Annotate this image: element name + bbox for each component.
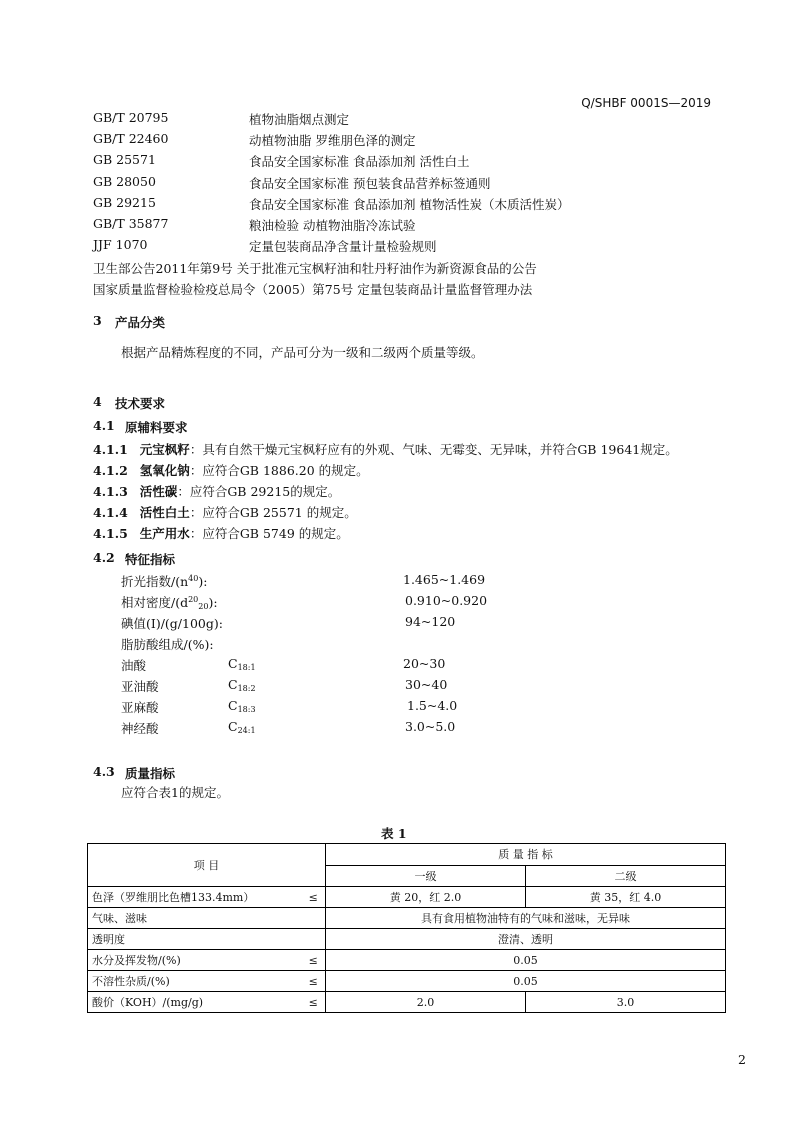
clause-number: 4.1.5 xyxy=(93,526,128,541)
row-merged-value: 澄清、透明 xyxy=(326,929,726,950)
clause-number: 4.1.1 xyxy=(93,442,128,457)
row-merged-value: 0.05 xyxy=(326,950,726,971)
relative-density-label: 相对密度$/(d^{20}_{20})$: xyxy=(121,595,218,611)
acid-name: 神经酸 xyxy=(121,721,159,736)
quality-header: 质 量 指 标 xyxy=(326,844,726,866)
clause-4-1-2 xyxy=(93,461,369,479)
acid-value: 1.5~4.0 xyxy=(407,698,458,713)
notice-line: 卫生部公告2011年第9号 关于批准元宝枫籽油和牡丹籽油作为新资源食品的公告 xyxy=(93,261,537,276)
clause-number: 4.1.4 xyxy=(93,505,128,520)
standard-code: GB/T 22460 xyxy=(93,131,169,146)
row-grade-2: 3.0 xyxy=(526,992,726,1013)
table-row xyxy=(88,929,726,950)
row-merged-value: 0.05 xyxy=(326,971,726,992)
clause-number: 4.1.3 xyxy=(93,484,128,499)
clause-text: ：具有自然干燥元宝枫籽应有的外观、气味、无霉变、无异味，并符合GB 19641规定。 xyxy=(189,442,678,457)
acid-name: 油酸 xyxy=(121,658,147,673)
section-4-3-title: 质量指标 xyxy=(125,766,176,781)
standard-title: 食品安全国家标准 预包装食品营养标签通则 xyxy=(249,176,491,191)
row-limit-symbol: ≤ xyxy=(302,950,326,971)
quality-table xyxy=(87,843,726,1013)
clause-text: ：应符合GB 1886.20 的规定。 xyxy=(189,463,369,478)
standard-title: 食品安全国家标准 食品添加剂 活性白土 xyxy=(249,154,470,169)
table-caption: 表 1 xyxy=(381,826,407,841)
section-4-3-text: 应符合表1的规定。 xyxy=(121,785,229,800)
row-item: 水分及挥发物/(%) xyxy=(88,950,302,971)
notice-line: 国家质量监督检验检疫总局令（2005）第75号 定量包装商品计量监督管理办法 xyxy=(93,282,533,297)
standard-title: 植物油脂烟点测定 xyxy=(249,112,350,127)
table-row xyxy=(88,971,726,992)
row-limit-symbol: ≤ xyxy=(302,971,326,992)
grade-1-header: 一级 xyxy=(326,865,526,887)
section-4-title: 技术要求 xyxy=(115,396,166,411)
row-item: 透明度 xyxy=(88,929,326,950)
iodine-value-label: 碘值(I)/(g/100g): xyxy=(121,616,223,631)
acid-value: 20~30 xyxy=(403,656,446,671)
standard-code: GB/T 20795 xyxy=(93,110,169,125)
clause-4-1-5 xyxy=(93,524,349,542)
row-limit-symbol: ≤ xyxy=(302,887,326,908)
row-grade-1: 2.0 xyxy=(326,992,526,1013)
fatty-acid-label: 脂肪酸组成/(%): xyxy=(121,637,214,652)
clause-4-1-1 xyxy=(93,440,678,458)
standard-title: 食品安全国家标准 食品添加剂 植物活性炭（木质活性炭） xyxy=(249,197,570,212)
row-limit-symbol: ≤ xyxy=(302,992,326,1013)
clause-term: 元宝枫籽 xyxy=(139,442,190,457)
section-4-2-number: 4.2 xyxy=(93,550,115,565)
clause-text: ：应符合GB 25571 的规定。 xyxy=(189,505,357,520)
acid-formula: $C_{18:3}$ xyxy=(228,698,256,714)
clause-term: 生产用水 xyxy=(139,526,190,541)
clause-number: 4.1.2 xyxy=(93,463,128,478)
refractive-index-label: 折光指数$/(n^{40})$: xyxy=(121,574,208,589)
section-4-number: 4 xyxy=(93,394,102,409)
clause-term: 活性白土 xyxy=(139,505,190,520)
grade-2-header: 二级 xyxy=(526,865,726,887)
clause-text: ：应符合GB 5749 的规定。 xyxy=(189,526,349,541)
document-code: Q/SHBF 0001S—2019 xyxy=(581,96,711,110)
acid-value: 30~40 xyxy=(405,677,448,692)
table-row xyxy=(88,950,726,971)
standard-title: 粮油检验 动植物油脂冷冻试验 xyxy=(249,218,416,233)
standard-code: GB 29215 xyxy=(93,195,156,210)
row-grade-2: 黄 35，红 4.0 xyxy=(526,887,726,908)
table-header-row xyxy=(88,844,726,866)
table-row xyxy=(88,992,726,1013)
section-3-number: 3 xyxy=(93,313,102,328)
standard-title: 动植物油脂 罗维朋色泽的测定 xyxy=(249,133,416,148)
clause-term: 活性碳 xyxy=(139,484,178,499)
standard-title: 定量包装商品净含量计量检验规则 xyxy=(249,239,437,254)
acid-formula: $C_{18:1}$ xyxy=(228,656,256,672)
table-row xyxy=(88,908,726,929)
section-3-text: 根据产品精炼程度的不同，产品可分为一级和二级两个质量等级。 xyxy=(121,345,484,360)
standard-code: GB/T 35877 xyxy=(93,216,169,231)
clause-4-1-3 xyxy=(93,482,340,500)
section-4-2-title: 特征指标 xyxy=(125,552,176,567)
section-4-3-number: 4.3 xyxy=(93,764,115,779)
row-item: 色泽（罗维朋比色槽133.4mm） xyxy=(88,887,302,908)
row-item: 酸价（KOH）/(mg/g) xyxy=(88,992,302,1013)
refractive-index-value: 1.465~1.469 xyxy=(403,572,486,587)
row-merged-value: 具有食用植物油特有的气味和滋味，无异味 xyxy=(326,908,726,929)
acid-name: 亚油酸 xyxy=(121,679,159,694)
page-number: 2 xyxy=(738,1052,746,1067)
section-4-1-number: 4.1 xyxy=(93,418,115,433)
relative-density-value: 0.910~0.920 xyxy=(405,593,488,608)
acid-value: 3.0~5.0 xyxy=(405,719,456,734)
row-grade-1: 黄 20，红 2.0 xyxy=(326,887,526,908)
section-4-1-title: 原辅料要求 xyxy=(125,420,188,435)
clause-term: 氢氧化钠 xyxy=(139,463,190,478)
standard-code: GB 28050 xyxy=(93,174,156,189)
clause-text: ：应符合GB 29215的规定。 xyxy=(177,484,341,499)
clause-4-1-4 xyxy=(93,503,357,521)
item-header: 项 目 xyxy=(88,844,326,887)
standard-code: GB 25571 xyxy=(93,152,156,167)
acid-name: 亚麻酸 xyxy=(121,700,159,715)
iodine-value-value: 94~120 xyxy=(405,614,456,629)
standard-code: JJF 1070 xyxy=(93,237,148,252)
table-row xyxy=(88,887,726,908)
row-item: 气味、滋味 xyxy=(88,908,326,929)
row-item: 不溶性杂质/(%) xyxy=(88,971,302,992)
section-3-title: 产品分类 xyxy=(115,315,166,330)
acid-formula: $C_{18:2}$ xyxy=(228,677,256,693)
acid-formula: $C_{24:1}$ xyxy=(228,719,256,735)
